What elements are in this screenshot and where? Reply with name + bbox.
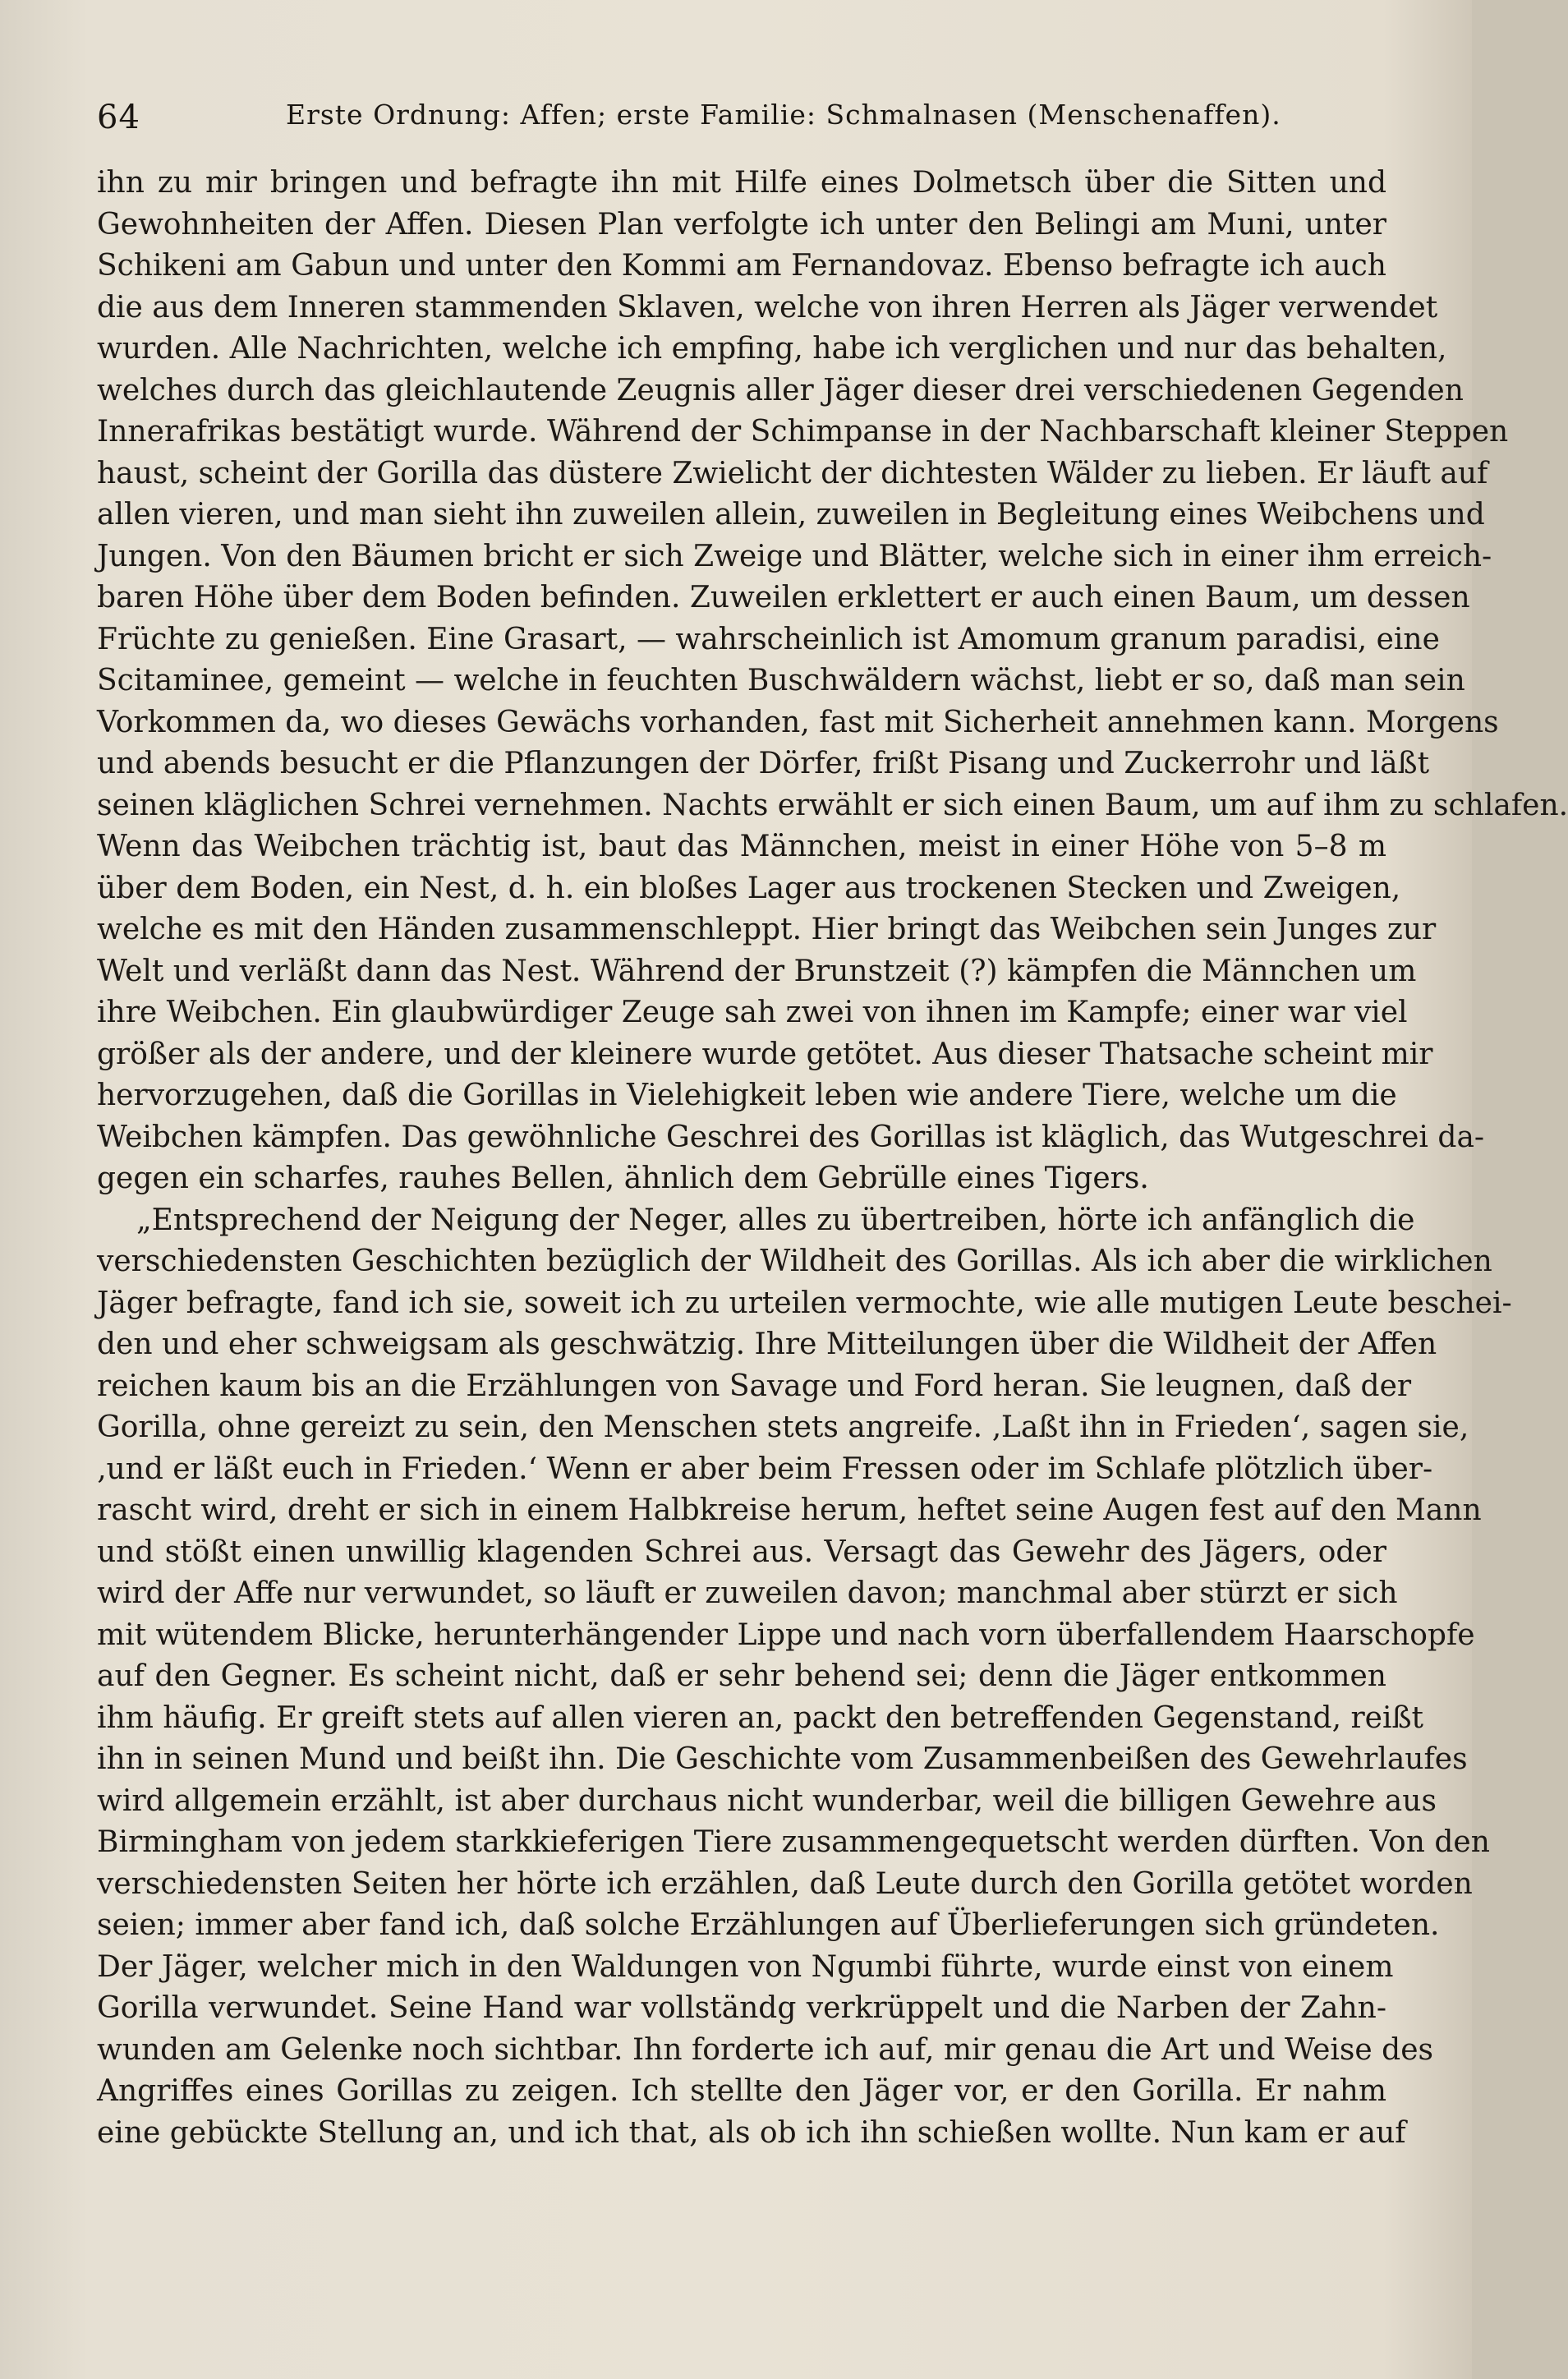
text-line: ihm häufig. Er greift stets auf allen vieren an, packt den betreffenden Gegenstand, reißt	[97, 1700, 1424, 1735]
text-line: welche es mit den Händen zusammenschleppt. Hier bringt das Weibchen sein Junges zur	[97, 913, 1437, 946]
text-line: gegen ein scharfes, rauhes Bellen, ähnlich dem Gebrülle eines Tigers.	[97, 1162, 1149, 1195]
text-line: ihn in seinen Mund und beißt ihn. Die Geschichte vom Zusammenbeißen des Gewehrlaufes	[97, 1742, 1468, 1776]
body-text	[97, 163, 1568, 2196]
text-line: über dem Boden, ein Nest, d. h. ein bloßes Lager aus trockenen Stecken und Zweigen,	[97, 871, 1401, 905]
text-line: Gorilla verwundet. Seine Hand war vollständg verkrüppelt und die Narben der Zahn-	[97, 1991, 1386, 2025]
text-line: baren Höhe über dem Boden befinden. Zuweilen erklettert er auch einen Baum, um dessen	[97, 581, 1470, 614]
text-line: auf den Gegner. Es scheint nicht, daß er sehr behend sei; denn die Jäger entkommen	[97, 1659, 1386, 1693]
text-line: Innerafrikas bestätigt wurde. Während der Schimpanse in der Nachbarschaft kleiner Steppen	[97, 415, 1509, 449]
text-line: allen vieren, und man sieht ihn zuweilen allein, zuweilen in Begleitung eines Weibchens und	[97, 498, 1485, 531]
text-line: Scitaminee, gemeint — welche in feuchten Buschwäldern wächst, liebt er so, daß man sein	[97, 664, 1465, 697]
text-line: ‚und er läßt euch in Frieden.‘ Wenn er aber beim Fressen oder im Schlafe plötzlich über-	[97, 1452, 1433, 1486]
text-line: den und eher schweigsam als geschwätzig. Ihre Mitteilungen über die Wildheit der Affen	[97, 1328, 1437, 1361]
text-line: mit wütendem Blicke, herunterhängender Lippe und nach vorn überfallendem Haarschopfe	[97, 1617, 1475, 1652]
text-line: ihn zu mir bringen und befragte ihn mit Hilfe eines Dolmetsch über die Sitten und	[97, 166, 1386, 200]
text-line: und abends besucht er die Pflanzungen der Dörfer, frißt Pisang und Zuckerrohr und läßt	[97, 747, 1430, 780]
text-line: eine gebückte Stellung an, und ich that, als ob ich ihn schießen wollte. Nun kam er auf	[97, 2115, 1406, 2150]
text-line: wird allgemein erzählt, ist aber durchaus nicht wunderbar, weil die billigen Gewehre aus	[97, 1783, 1437, 1818]
text-line: verschiedensten Geschichten bezüglich der Wildheit des Gorillas. Als ich aber die wirklichen	[97, 1245, 1492, 1278]
text-line: seinen kläglichen Schrei vernehmen. Nachts erwählt er sich einen Baum, um auf ihm zu schlafen.	[97, 788, 1568, 822]
text-line: wird der Affe nur verwundet, so läuft er zuweilen davon; manchmal aber stürzt er sich	[97, 1576, 1398, 1610]
text-line	[97, 2154, 1386, 2196]
text-line: wurden. Alle Nachrichten, welche ich empfing, habe ich verglichen und nur das behalten,	[97, 332, 1447, 366]
text-line: wunden am Gelenke noch sichtbar. Ihn forderte ich auf, mir genau die Art und Weise des	[97, 2032, 1433, 2067]
text-line: größer als der andere, und der kleinere wurde getötet. Aus dieser Thatsache scheint mir	[97, 1037, 1433, 1071]
text-line: Angriffes eines Gorillas zu zeigen. Ich stellte den Jäger vor, er den Gorilla. Er nahm	[97, 2074, 1386, 2108]
text-line: und stößt einen unwillig klagenden Schrei aus. Versagt das Gewehr des Jägers, oder	[97, 1535, 1386, 1569]
text-line: Gewohnheiten der Affen. Diesen Plan verfolgte ich unter den Belingi am Muni, unter	[97, 207, 1386, 242]
text-line: Jungen. Von den Bäumen bricht er sich Zweige und Blätter, welche sich in einer ihm erreich-	[97, 539, 1492, 573]
text-line: Jäger befragte, fand ich sie, soweit ich zu urteilen vermochte, wie alle mutigen Leute beschei-	[97, 1286, 1512, 1320]
text-line: hervorzugehen, daß die Gorillas in Vielehigkeit leben wie andere Tiere, welche um die	[97, 1079, 1397, 1112]
text-line: die aus dem Inneren stammenden Sklaven, welche von ihren Herren als Jäger verwendet	[97, 290, 1438, 324]
text-line: Weibchen kämpfen. Das gewöhnliche Geschrei des Gorillas ist kläglich, das Wutgeschrei da-	[97, 1120, 1485, 1154]
text-line: „Entsprechend der Neigung der Neger, alles zu übertreiben, hörte ich anfänglich die	[136, 1203, 1415, 1237]
text-line: Birmingham von jedem starkkieferigen Tiere zusammengequetscht werden dürften. Von den	[97, 1825, 1490, 1859]
text-line: reichen kaum bis an die Erzählungen von Savage und Ford heran. Sie leugnen, daß der	[97, 1369, 1412, 1403]
text-line: verschiedensten Seiten her hörte ich erzählen, daß Leute durch den Gorilla getötet worden	[97, 1866, 1473, 1901]
text-line: seien; immer aber fand ich, daß solche Erzählungen auf Überlieferungen sich gründeten.	[97, 1908, 1440, 1942]
page-number: 64	[97, 99, 140, 136]
text-line: Schikeni am Gabun und unter den Kommi am Fernandovaz. Ebenso befragte ich auch	[97, 249, 1386, 283]
text-line: Welt und verläßt dann das Nest. Während der Brunstzeit (?) kämpfen die Männchen um	[97, 954, 1417, 988]
text-line: Früchte zu genießen. Eine Grasart, — wahrscheinlich ist Amomum granum paradisi, eine	[97, 622, 1440, 656]
running-head: Erste Ordnung: Affen; erste Familie: Schmalnasen (Menschenaffen).	[286, 99, 1281, 131]
text-line: Wenn das Weibchen trächtig ist, baut das Männchen, meist in einer Höhe von 5–8 m	[97, 830, 1386, 863]
text-line: Gorilla, ohne gereizt zu sein, den Menschen stets angreife. ‚Laßt ihn in Frieden‘, sagen sie,	[97, 1410, 1469, 1444]
text-line: Der Jäger, welcher mich in den Waldungen von Ngumbi führte, wurde einst von einem	[97, 1949, 1394, 1984]
text-line: Vorkommen da, wo dieses Gewächs vorhanden, fast mit Sicherheit annehmen kann. Morgens	[97, 705, 1499, 739]
text-line: rascht wird, dreht er sich in einem Halbkreise herum, heftet seine Augen fest auf den Mann	[97, 1493, 1482, 1527]
page-header	[97, 89, 1382, 138]
text-line: welches durch das gleichlautende Zeugnis aller Jäger dieser drei verschiedenen Gegenden	[97, 373, 1464, 407]
text-line: ihre Weibchen. Ein glaubwürdiger Zeuge sah zwei von ihnen im Kampfe; einer war viel	[97, 996, 1408, 1029]
text-line: haust, scheint der Gorilla das düstere Zwielicht der dichtesten Wälder zu lieben. Er läuft auf	[97, 456, 1488, 490]
